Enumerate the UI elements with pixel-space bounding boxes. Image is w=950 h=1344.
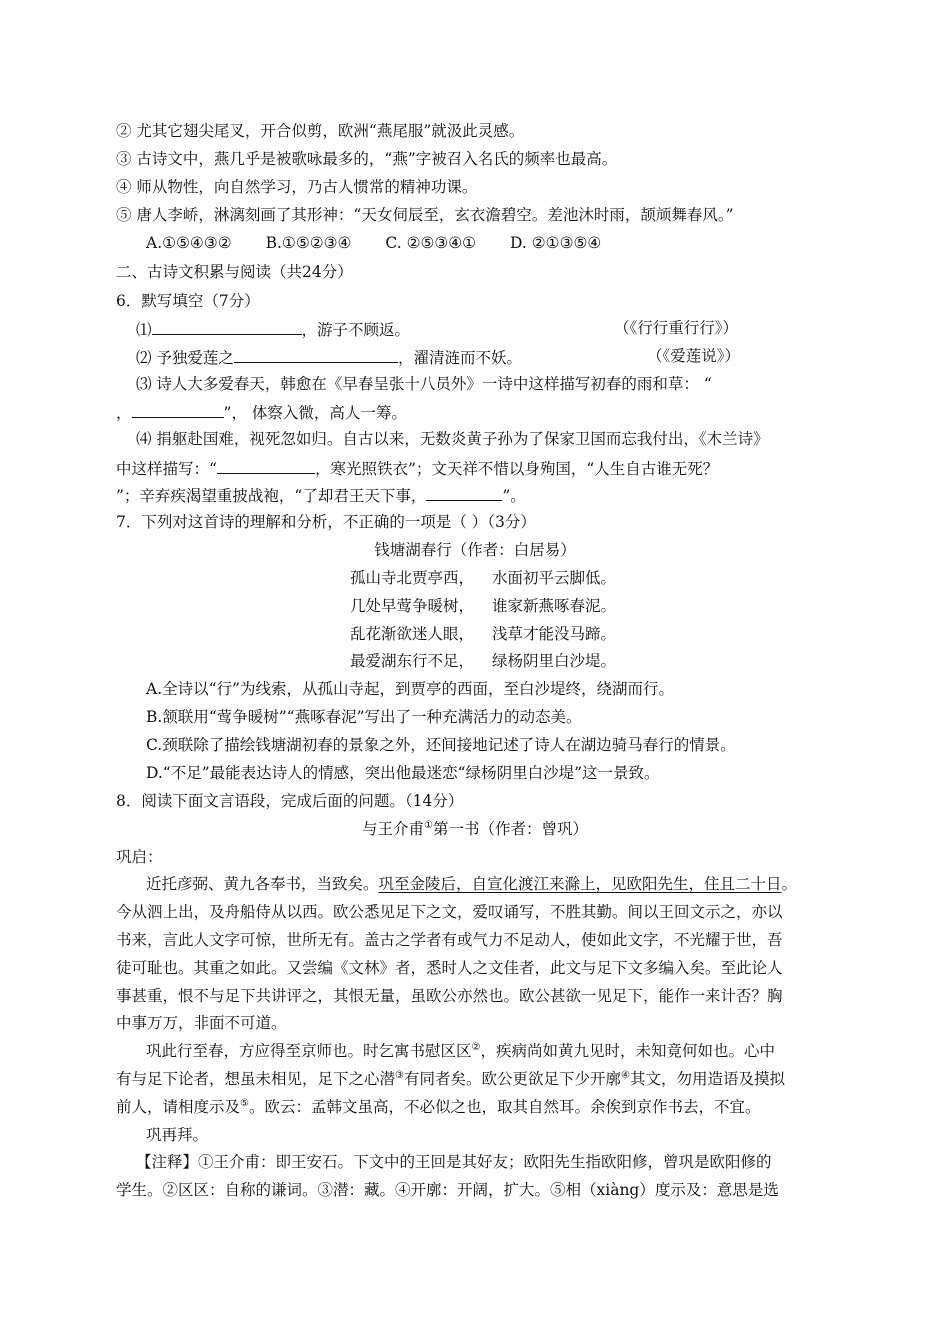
poem-line-3	[350, 624, 616, 644]
fill-blank-1[interactable]	[152, 318, 302, 335]
p1-line-2: 今从泗上出，及舟船侍从以西。欧公悉见足下之文，爱叹诵写，不胜其勤。间以王回文示之，亦以	[116, 903, 783, 921]
poem-line-4b: 绿杨阴里白沙堤。	[492, 652, 617, 670]
p1-line-3: 书来，言此人文字可惊，世所无有。盖古之学者有或气力不足动人，使如此文字，不光耀于世，吾	[116, 931, 783, 949]
q5-option-c: C. ②⑤③④①	[385, 234, 477, 252]
footnote-mark-2: ②	[471, 1042, 481, 1053]
poem-line-4a: 最爱湖东行不足，	[350, 652, 475, 670]
p1-text-a: 近托彦弼、黄九各奉书，当致矣。	[146, 875, 379, 893]
q5-option-b: B.①⑤②③④	[265, 234, 352, 252]
q7-option-d: D.“不足”最能表达诗人的情感，突出他最迷恋“绿杨阴里白沙堤”这一景致。	[146, 764, 660, 782]
p2-text-a: 巩此行至春，方应得至京师也。时乞寓书慰区区	[146, 1042, 472, 1060]
q7-option-b: B.颔联用“莺争暖树”“燕啄春泥”写出了一种充满活力的动态美。	[146, 708, 582, 726]
q5-options	[146, 233, 635, 253]
q6-l1-num: ⑴	[136, 321, 152, 339]
q6-title: 6．默写填空（7分）	[116, 292, 260, 310]
text-title-b: 第一书（作者：曾巩）	[432, 820, 588, 838]
p2-text-d: 有同者矣。欧公更欲足下少开廓	[403, 1070, 621, 1088]
q8-title: 8．阅读下面文言语段，完成后面的问题。（14分）	[116, 792, 464, 810]
poem-line-3b: 浅草才能没马蹄。	[492, 625, 617, 643]
fill-blank-2[interactable]	[234, 346, 398, 363]
poem-line-1	[350, 568, 616, 588]
q5-option-a: A.①⑤④③②	[146, 234, 232, 252]
q6-l4-line-2	[116, 457, 718, 479]
fill-blank-4[interactable]	[217, 457, 315, 474]
poem-title: 钱塘湖春行（作者：白居易）	[374, 541, 576, 559]
closing: 巩再拜。	[146, 1126, 209, 1144]
fill-blank-3[interactable]	[132, 401, 224, 418]
q6-l4-text-a: 中这样描写：“	[116, 460, 217, 478]
q6-l1-source: （《行行重行行》）	[614, 319, 739, 337]
q6-line-2	[136, 346, 522, 368]
text-title	[0, 819, 950, 839]
q6-l3-text-a: ，	[116, 404, 132, 422]
p2-text-b: ，疾病尚如黄九见时，未知竟何如也。心中	[480, 1042, 775, 1060]
poem-line-1a: 孤山寺北贾亭西，	[350, 569, 475, 587]
q6-l3-line-1: ⑶ 诗人大多爱春天，韩愈在《早春呈张十八员外》一诗中这样描写初春的雨和草： “	[136, 375, 712, 393]
q6-l2-source: （《爱莲说》）	[647, 347, 741, 365]
poem-line-1b: 水面初平云脚低。	[492, 569, 617, 587]
poem-line-3a: 乱花渐欲迷人眼，	[350, 625, 475, 643]
footnote-mark-1: ①	[424, 820, 433, 831]
q6-line-1	[136, 318, 410, 340]
q6-l1-text: ，游子不顾返。	[301, 321, 411, 339]
q6-l4-line-3	[116, 484, 526, 506]
q6-l3-line-2	[116, 401, 407, 423]
p1-line-5: 事甚重，恨不与足下共讲评之，其恨无量，虽欧公亦然也。欧公甚欲一见足下，能作一来计否？胸	[116, 987, 783, 1005]
q6-l4-text-c: ”；辛弃疾渴望重披战袍，“了却君王天下事，	[116, 487, 427, 505]
note-line-1: 【注释】①王介甫：即王安石。下文中的王回是其好友；欧阳先生指欧阳修，曾巩是欧阳修的	[136, 1153, 772, 1171]
q7-title: 7．下列对这首诗的理解和分析，不正确的一项是（ ）（3分）	[116, 513, 536, 531]
p1-text-b: 。	[781, 875, 798, 893]
poem-line-2b: 谁家新燕啄春泥。	[492, 597, 617, 615]
footnote-mark-5: ⑤	[240, 1098, 249, 1109]
q5-item-3: ③ 古诗文中，燕几乎是被歌咏最多的，“燕”字被召入名氏的频率也最高。	[116, 150, 618, 168]
p2-text-c: 有与足下论者，想虽未相见，足下之心潜	[116, 1070, 396, 1088]
q7-option-c: C.颈联除了描绘钱塘湖初春的景象之外，还间接地记述了诗人在湖边骑马春行的情景。	[146, 736, 736, 754]
p1-line-4: 徒可耻也。其重之如此。又尝编《文林》者，悉时人之文佳者，此文与足下文多编入矣。至此论人	[116, 959, 783, 977]
p2-text-g: 。欧云：孟韩文虽高，不必似之也，取其自然耳。余俟到京作书去，不宜。	[248, 1098, 761, 1116]
p2-line-2	[116, 1069, 785, 1089]
q5-item-5: ⑤ 唐人李峤，淋漓刻画了其形神：“天女伺辰至，玄衣澹碧空。差池沐时雨，颉颃舞春风。”	[116, 206, 734, 224]
p1-line-1	[146, 874, 797, 894]
p1-line-6: 中事万万，非面不可道。	[116, 1014, 287, 1032]
q6-l4-text-d: ”。	[502, 487, 526, 505]
text-title-a: 与王介甫	[362, 820, 425, 838]
q6-l4-line-1: ⑷ 捐躯赴国难，视死忽如归。自古以来，无数炎黄子孙为了保家卫国而忘我付出，《木兰诗》	[136, 430, 769, 448]
poem-line-2a: 几处早莺争暖树，	[350, 597, 475, 615]
q5-item-2: ② 尤其它翅尖尾叉，开合似剪，欧洲“燕尾服”就汲此灵感。	[116, 122, 525, 140]
p2-text-f: 前人，请相度示及	[116, 1098, 241, 1116]
note-line-2: 学生。②区区：自称的谦词。③潜：藏。④开廓：开阔，扩大。⑤相（xiàng）度示及：意思是选	[116, 1181, 779, 1199]
underlined-sentence: 巩至金陵后，自宣化渡江来滁上，见欧阳先生，住且二十日	[378, 875, 782, 893]
q5-option-d: D. ②①③⑤④	[510, 234, 602, 252]
footnote-mark-3: ③	[395, 1070, 404, 1081]
p2-text-e: 其文，勿用造语及摸拟	[629, 1070, 785, 1088]
poem-line-2	[350, 596, 616, 616]
q6-l2-text-a: ⑵ 予独爱莲之	[136, 349, 234, 367]
fill-blank-5[interactable]	[426, 484, 502, 501]
salutation: 巩启：	[116, 848, 163, 866]
footnote-mark-4: ④	[621, 1070, 630, 1081]
p2-line-1	[146, 1041, 775, 1061]
q5-item-4: ④ 师从物性，向自然学习，乃古人惯常的精神功课。	[116, 178, 478, 196]
poem-line-4	[350, 651, 616, 671]
section-2-title: 二、古诗文积累与阅读（共24分）	[116, 263, 353, 281]
q6-l3-text-b: ”， 体察入微，高人一筹。	[223, 404, 407, 422]
p2-line-3	[116, 1097, 761, 1117]
q6-l4-text-b: ，寒光照铁衣”；文天祥不惜以身殉国，“人生自古谁无死？	[314, 460, 719, 478]
q7-option-a: A.全诗以“行”为线索，从孤山寺起，到贾亭的西面，至白沙堤终，绕湖而行。	[146, 680, 674, 698]
q6-l2-text-b: ，濯清涟而不妖。	[397, 349, 522, 367]
